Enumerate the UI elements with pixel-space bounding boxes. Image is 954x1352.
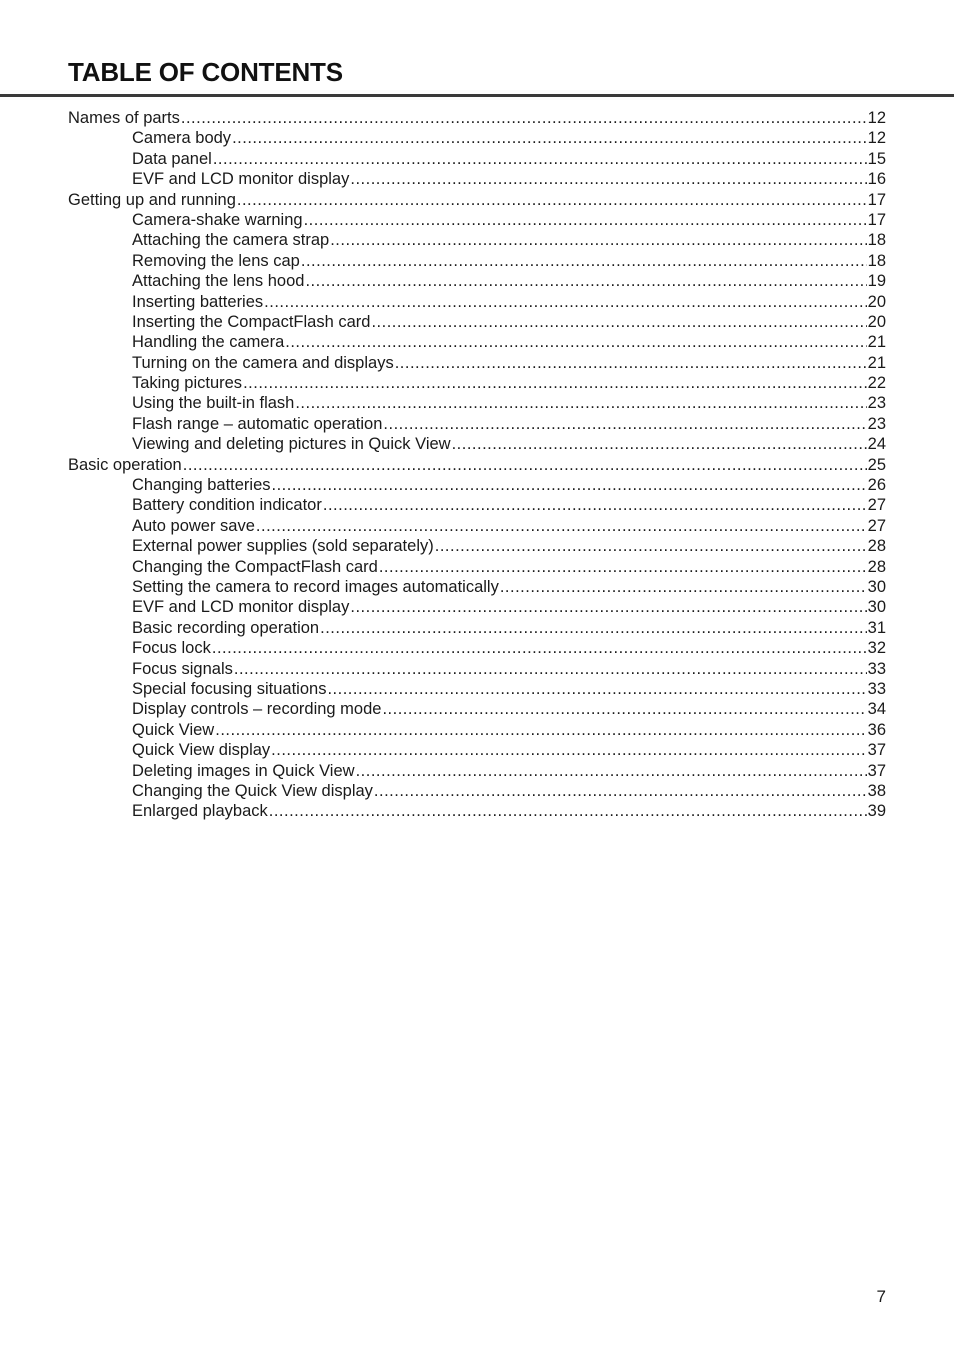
toc-subentry[interactable]	[68, 434, 886, 454]
toc-subentry[interactable]	[68, 801, 886, 821]
toc-entry-label: Changing the Quick View display	[132, 781, 373, 800]
toc-entry-page: 18	[867, 231, 886, 250]
toc-dot-leader	[215, 720, 866, 740]
toc-entry-label: External power supplies (sold separately)	[132, 537, 434, 556]
toc-entry-label: Focus signals	[132, 659, 233, 678]
toc-dot-leader	[301, 251, 867, 271]
toc-entry-page: 21	[867, 353, 886, 372]
toc-entry-page: 15	[867, 149, 886, 168]
toc-entry-label: Auto power save	[132, 516, 255, 535]
toc-dot-leader	[383, 414, 866, 434]
toc-entry-page: 30	[867, 577, 886, 596]
toc-entry-page: 38	[867, 781, 886, 800]
toc-entry-label: Display controls – recording mode	[132, 700, 382, 719]
toc-dot-leader	[330, 230, 866, 250]
toc-subentry[interactable]	[68, 332, 886, 352]
toc-subentry[interactable]	[68, 475, 886, 495]
toc-dot-leader	[371, 312, 866, 332]
toc-dot-leader	[374, 781, 867, 801]
table-of-contents	[68, 108, 886, 822]
toc-dot-leader	[295, 393, 866, 413]
toc-dot-leader	[320, 618, 867, 638]
toc-entry-label: Inserting the CompactFlash card	[132, 312, 371, 331]
toc-subentry[interactable]	[68, 169, 886, 189]
toc-subentry[interactable]	[68, 312, 886, 332]
toc-entry-label: Quick View display	[132, 741, 271, 760]
toc-dot-leader	[435, 536, 867, 556]
toc-subentry[interactable]	[68, 373, 886, 393]
toc-entry-label: Deleting images in Quick View	[132, 761, 355, 780]
toc-entry-page: 33	[867, 659, 886, 678]
toc-entry-page: 12	[867, 109, 886, 127]
toc-subentry[interactable]	[68, 761, 886, 781]
toc-dot-leader	[243, 373, 867, 393]
toc-subentry[interactable]	[68, 618, 886, 638]
toc-entry-page: 12	[867, 129, 886, 148]
page-number: 7	[876, 1287, 886, 1306]
toc-subentry[interactable]	[68, 679, 886, 699]
toc-entry-page: 32	[867, 639, 886, 658]
toc-entry-label: EVF and LCD monitor display	[132, 170, 350, 189]
toc-entry-label: Names of parts	[68, 109, 180, 127]
toc-subentry[interactable]	[68, 210, 886, 230]
toc-entry-label: Attaching the lens hood	[132, 272, 305, 291]
toc-entry-page: 28	[867, 537, 886, 556]
toc-entry-page: 24	[867, 435, 886, 454]
toc-entry-page: 30	[867, 598, 886, 617]
toc-dot-leader	[264, 292, 866, 312]
toc-entry-label: Handling the camera	[132, 333, 285, 352]
toc-subentry[interactable]	[68, 251, 886, 271]
toc-subentry[interactable]	[68, 740, 886, 760]
toc-entry-page: 33	[867, 679, 886, 698]
toc-subentry[interactable]	[68, 271, 886, 291]
toc-entry-page: 20	[867, 312, 886, 331]
toc-dot-leader	[350, 169, 866, 189]
toc-entry-page: 16	[867, 170, 886, 189]
toc-entry-label: Flash range – automatic operation	[132, 414, 383, 433]
toc-dot-leader	[272, 475, 867, 495]
toc-entry-page: 19	[867, 272, 886, 291]
toc-subentry[interactable]	[68, 536, 886, 556]
toc-subentry[interactable]	[68, 353, 886, 373]
toc-entry-label: Turning on the camera and displays	[132, 353, 394, 372]
toc-dot-leader	[395, 353, 867, 373]
toc-entry-label: Special focusing situations	[132, 679, 327, 698]
toc-subentry[interactable]	[68, 638, 886, 658]
toc-subentry[interactable]	[68, 577, 886, 597]
title-divider	[0, 94, 954, 97]
toc-entry-label: Quick View	[132, 720, 215, 739]
toc-entry-label: Changing the CompactFlash card	[132, 557, 378, 576]
toc-subentry[interactable]	[68, 393, 886, 413]
toc-subentry[interactable]	[68, 414, 886, 434]
toc-entry-label: Enlarged playback	[132, 802, 268, 821]
toc-entry-page: 22	[867, 374, 886, 393]
toc-subentry[interactable]	[68, 149, 886, 169]
toc-entry-label: Setting the camera to record images automatically	[132, 577, 499, 596]
toc-dot-leader	[379, 557, 867, 577]
toc-entry-label: Camera body	[132, 129, 232, 148]
toc-entry-label: Removing the lens cap	[132, 251, 300, 270]
toc-entry-page: 21	[867, 333, 886, 352]
toc-dot-leader	[234, 659, 867, 679]
toc-dot-leader	[356, 761, 867, 781]
toc-section-entry[interactable]	[68, 455, 886, 475]
toc-entry-label: Battery condition indicator	[132, 496, 322, 515]
toc-entry-label: Viewing and deleting pictures in Quick View	[132, 435, 451, 454]
toc-entry-page: 36	[867, 720, 886, 739]
toc-subentry[interactable]	[68, 781, 886, 801]
toc-dot-leader	[304, 210, 867, 230]
toc-entry-page: 17	[867, 210, 886, 229]
toc-subentry[interactable]	[68, 557, 886, 577]
toc-entry-page: 20	[867, 292, 886, 311]
toc-subentry[interactable]	[68, 516, 886, 536]
toc-entry-label: Attaching the camera strap	[132, 231, 330, 250]
toc-entry-page: 26	[867, 476, 886, 495]
toc-entry-label: Camera-shake warning	[132, 210, 303, 229]
toc-entry-label: Inserting batteries	[132, 292, 264, 311]
toc-dot-leader	[183, 455, 867, 475]
toc-entry-page: 27	[867, 496, 886, 515]
toc-dot-leader	[382, 699, 866, 719]
toc-dot-leader	[285, 332, 866, 352]
toc-dot-leader	[213, 149, 867, 169]
toc-dot-leader	[232, 128, 867, 148]
toc-subentry[interactable]	[68, 128, 886, 148]
toc-entry-label: Basic operation	[68, 455, 182, 474]
toc-entry-page: 28	[867, 557, 886, 576]
toc-dot-leader	[350, 597, 866, 617]
toc-dot-leader	[212, 638, 867, 658]
toc-entry-label: Taking pictures	[132, 374, 243, 393]
toc-dot-leader	[269, 801, 867, 821]
toc-subentry[interactable]	[68, 597, 886, 617]
toc-entry-page: 31	[867, 618, 886, 637]
toc-entry-label: Using the built-in flash	[132, 394, 295, 413]
toc-entry-page: 17	[867, 190, 886, 209]
toc-entry-label: Getting up and running	[68, 190, 236, 209]
toc-subentry[interactable]	[68, 230, 886, 250]
toc-dot-leader	[327, 679, 866, 699]
toc-entry-label: Changing batteries	[132, 476, 271, 495]
toc-entry-page: 25	[867, 455, 886, 474]
toc-dot-leader	[256, 516, 867, 536]
page-title: TABLE OF CONTENTS	[68, 57, 343, 88]
toc-dot-leader	[237, 190, 867, 210]
toc-entry-label: Focus lock	[132, 639, 211, 658]
toc-section-entry[interactable]	[68, 190, 886, 210]
toc-section-entry[interactable]	[68, 108, 886, 128]
toc-entry-page: 23	[867, 414, 886, 433]
toc-dot-leader	[181, 108, 867, 128]
toc-entry-page: 34	[867, 700, 886, 719]
toc-subentry[interactable]	[68, 495, 886, 515]
toc-entry-label: EVF and LCD monitor display	[132, 598, 350, 617]
toc-dot-leader	[500, 577, 867, 597]
toc-dot-leader	[305, 271, 866, 291]
toc-subentry[interactable]	[68, 292, 886, 312]
toc-entry-page: 37	[867, 761, 886, 780]
toc-entry-page: 37	[867, 741, 886, 760]
toc-subentry[interactable]	[68, 659, 886, 679]
toc-dot-leader	[452, 434, 867, 454]
toc-subentry[interactable]	[68, 720, 886, 740]
toc-entry-page: 23	[867, 394, 886, 413]
toc-entry-label: Basic recording operation	[132, 618, 320, 637]
toc-entry-page: 18	[867, 251, 886, 270]
toc-dot-leader	[323, 495, 867, 515]
toc-subentry[interactable]	[68, 699, 886, 719]
toc-dot-leader	[271, 740, 866, 760]
toc-entry-page: 39	[867, 802, 886, 821]
toc-entry-label: Data panel	[132, 149, 212, 168]
toc-entry-page: 27	[867, 516, 886, 535]
